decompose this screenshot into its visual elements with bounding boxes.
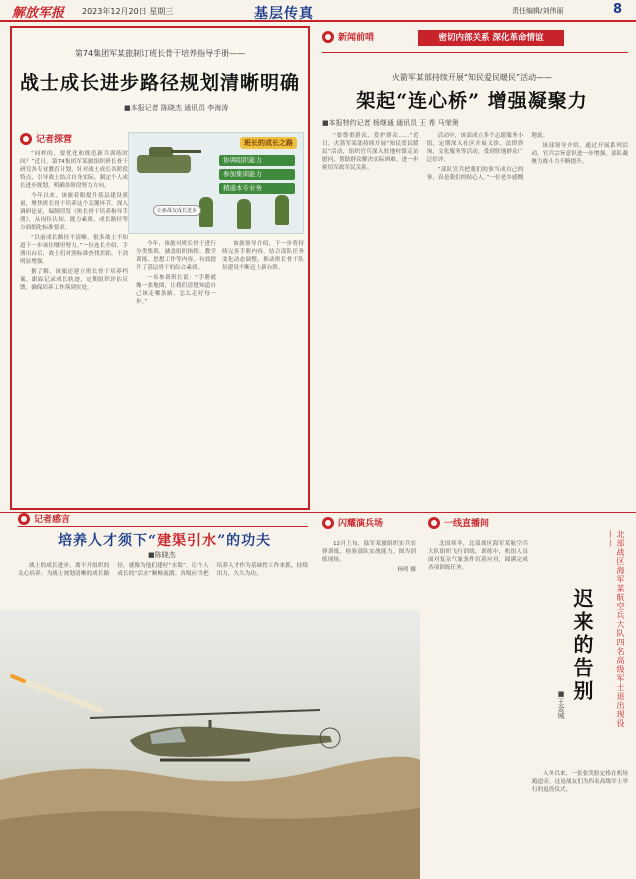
left-story-col3 [222,240,304,506]
commentary-tag-label: 记者感言 [34,515,71,525]
news-tag [322,30,374,43]
soldier-icon [275,195,289,225]
vertical-kicker: 北部战区海军某航空兵大队四名高级军士退出现役—— [606,530,625,728]
left-story-headline: 战士成长进步路径规划清晰明确 [19,72,300,94]
right-story-headline: 架起“连心桥” 增强凝聚力 [356,90,588,112]
left-story-col2 [136,240,216,506]
paragraph: 该部领导介绍，通过开展系列活动，官兵宗旨意识进一步增强，部队凝聚力战斗力不断提升。 [531,143,628,165]
paragraph: 据了解，该旅还建立班长骨干培养档案，跟踪记录成长轨迹，定期组织评估反馈，确保培养工作落到实处。 [20,269,128,291]
training-tag [322,516,383,529]
paragraph: 12月上旬，陆军某旅组织实兵实弹训练，检验部队实战能力。图为训练现场。 [322,541,416,563]
editor-credit: 责任编辑/刘伟丽 [512,7,564,15]
soldier-icon [237,199,251,229]
vertical-byline: ■王金城 [557,690,565,719]
campaign-banner: 密切内部关系 深化革命情谊 [418,30,564,46]
live-tag-label: 一线直播间 [444,519,490,529]
section-divider [0,512,636,513]
vertical-title: 迟来的告别 [570,588,594,703]
star-icon [322,517,334,529]
paragraph: 入冬以来，一张张笑脸定格在机场跑道旁，这是战友们为四名高级军士举行的退役仪式。 [532,771,628,793]
live-tag [428,516,489,529]
left-story-kicker: 第74集团军某旅制订班长骨干培养指导手册—— [74,49,246,58]
paragraph: “部队官兵把我们的事当成自己的事，真是我们的贴心人。”一位老乡感慨地说。 [426,133,549,181]
issue-date: 2023年12月20日 星期三 [82,7,174,16]
left-story-byline: ■本报记者 陈晓杰 通讯员 李海涛 [124,104,229,112]
paragraph: “以前成长路径不清晰，很多战士不知道下一步该往哪里努力。”一位连长介绍，手册出台后，战士们对照标准查找差距，干劲明显增强。 [20,235,128,265]
section-title: 基层传真 [254,6,314,22]
paragraph: 一名参训班长说：“手册就像一张地图，让我们清楚知道自己该走哪条路、怎么走好每一步。” [136,275,216,305]
masthead: 解放军报 [12,6,65,21]
headline-part: 培养人才须下“ [58,533,158,549]
paragraph: “要尊重群众、爱护群众……”近日，火箭军某部持续开展“知民爱民暖民”活动，组织官兵深入驻地村镇走访慰问，帮助群众解决实际困难，进一步密切军政军民关系。 [322,133,419,171]
paragraph: “同样的，要优化和规范新兵训练时间？”近日，第74集团军某旅组织班长骨干研究各专业教育计划，针对战士成长各阶段特点，引导战士结合自身实际，制定个人成长进步规划，明确各阶段努力方向。 [20,151,128,189]
cartoon-illustration [128,132,304,234]
vertical-story-body [532,770,628,870]
paragraph: 北国寒冬，北部战区海军某航空兵大队组织飞行训练。训练中，机组人员面对复杂气象条件沉着应对，圆满完成各项训练任务。 [428,541,528,571]
divider [18,526,308,527]
photo-credit: 杨明 摄 [397,567,416,573]
commentary-body [18,562,308,606]
commentary-byline: ■陈晓杰 [148,551,176,559]
speech-bubble: 让新战友成长进步 [153,205,201,216]
broadcast-icon [428,517,440,529]
left-story-col1 [20,150,128,506]
page-number: 8 [613,2,623,17]
cartoon-label: 协调组织能力 [219,155,295,166]
eye-icon [20,133,32,145]
commentary-tag [18,512,70,525]
tank-icon [137,155,191,173]
commentary-headline [58,530,271,550]
divider [322,52,628,53]
training-tag-label: 闪耀演兵场 [338,519,384,529]
right-story-body [322,132,628,506]
cartoon-label: 参加集训能力 [219,169,295,180]
news-tag-label: 新闻前哨 [338,33,375,43]
soldier-icon [199,197,213,227]
cartoon-label: 精通本专业务 [219,183,295,194]
right-story-kicker: 火箭军某部持续开展“知民爱民暖民”活动—— [391,73,553,82]
paragraph: 战士的成长进步，离不开组织的关心培养。为战士规划清晰的成长路径，就像为他们建好“水渠”，让个人成长的“活水”顺畅流淌。各级应当把培养人才作为基础性工作来抓，持续用力，久久为功。 [18,563,308,577]
live-body [428,540,528,870]
paragraph: 今年，该旅对班长骨干进行分类集训，涵盖组织指挥、教学训练、思想工作等内容，有效提升了基层骨干的综合素质。 [136,241,216,271]
pen-icon [18,513,30,525]
left-story-box [10,26,310,510]
helicopter-photo [0,610,420,879]
signal-icon [322,31,334,43]
headline-part: ”的功夫 [217,533,272,549]
left-story-tag-label: 记者探营 [36,135,73,145]
paragraph: 该旅领导介绍，下一步将持续完善手册内容，结合部队任务变化动态调整，推动班长骨干队伍建设不断迈上新台阶。 [222,241,304,271]
left-story-tag [20,132,72,145]
right-story-byline: ■本报特约记者 杨继通 通讯员 王 希 马荣奥 [322,119,459,127]
paragraph: 今年以来，该旅着眼提升基层建设质量，聚焦班长骨干培养这个关键环节，深入调研论证，编制印发《班长骨干培养指导手册》，从岗位认知、能力素质、成长路径等方面细化标准要求。 [20,193,128,231]
cartoon-title: 班长的成长之路 [240,137,297,149]
headline-emphasis: 建渠引水 [157,533,218,549]
paragraph: 活动中，该部成立多个志愿服务小组，定期深入社区开展义诊、法律咨询、文化服务等活动，受到驻地群众广泛好评。 [426,133,524,163]
